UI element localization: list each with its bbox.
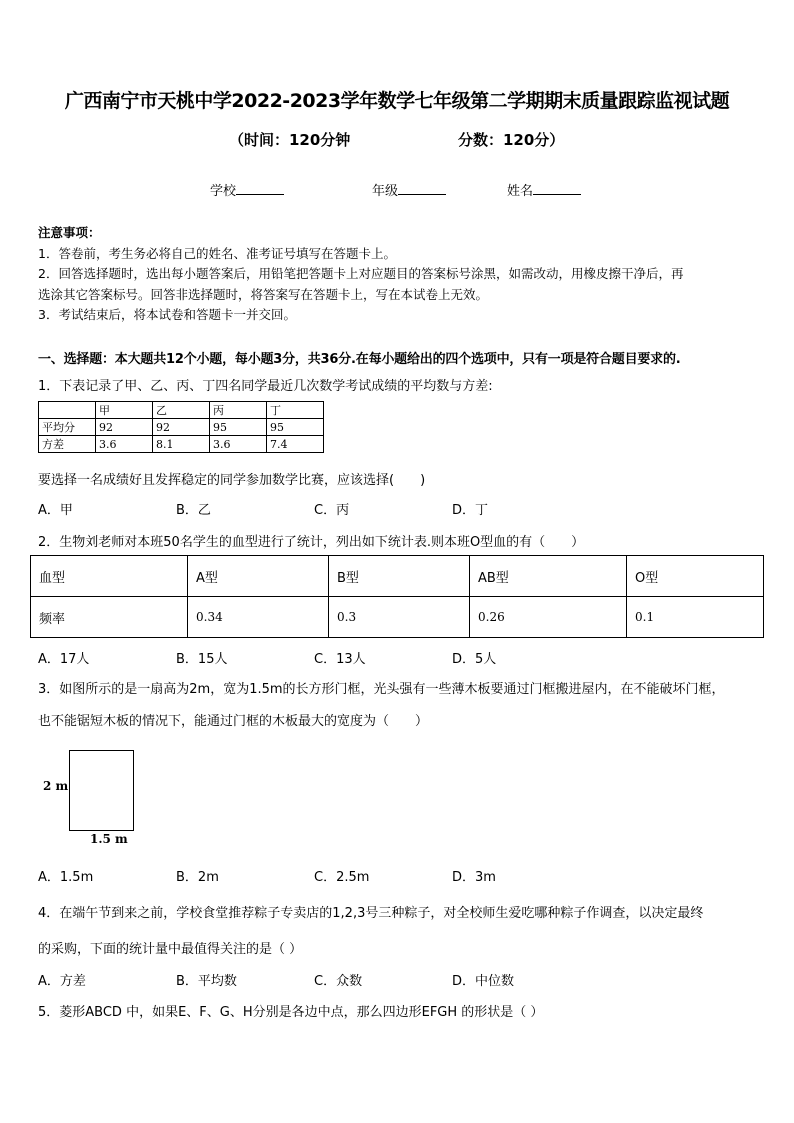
table-row: 平均分 92 92 95 95 xyxy=(39,419,324,436)
option-b[interactable]: B．平均数 xyxy=(176,974,237,989)
option-d[interactable]: D．5人 xyxy=(452,652,497,667)
table-row: 血型 A型 B型 AB型 O型 xyxy=(31,556,764,597)
option-a[interactable]: A．1.5m xyxy=(38,870,94,885)
notice-item: 选涂其它答案标号。回答非选择题时，将答案写在答题卡上，写在本试卷上无效。 xyxy=(38,286,489,302)
notice-block xyxy=(38,223,758,326)
q4-line-1: 4．在端午节到来之前，学校食堂推荐粽子专卖店的1,2,3号三种粽子，对全校师生爱吃哪种粽子作调查，以决定最终 xyxy=(38,906,704,921)
q4-options xyxy=(38,970,590,989)
door-frame-figure xyxy=(69,750,134,831)
grade-field[interactable]: 年级 xyxy=(372,180,446,199)
q1-table xyxy=(38,401,324,453)
q3-options xyxy=(38,866,590,885)
option-b[interactable]: B．2m xyxy=(176,870,219,885)
door-height-label: 2 m xyxy=(43,779,69,793)
option-d[interactable]: D．中位数 xyxy=(452,974,515,989)
notice-item: 3．考试结束后，将本试卷和答题卡一并交回。 xyxy=(38,307,296,322)
q1-options xyxy=(38,499,590,518)
q5-stem: 5．菱形ABCD 中，如果E、F、G、H分别是各边中点，那么四边形EFGH 的形状是（ ） xyxy=(38,1005,544,1020)
option-d[interactable]: D．丁 xyxy=(452,503,489,518)
q1-prompt: 要选择一名成绩好且发挥稳定的同学参加数学比赛，应该选择( ) xyxy=(38,473,426,488)
option-a[interactable]: A．17人 xyxy=(38,652,90,667)
option-c[interactable]: C．丙 xyxy=(314,503,350,518)
q2-stem: 2．生物刘老师对本班50名学生的血型进行了统计，列出如下统计表.则本班O型血的有（ ） xyxy=(38,535,585,550)
option-d[interactable]: D．3m xyxy=(452,870,496,885)
q2-table xyxy=(30,555,764,638)
exam-score: 分数：120分） xyxy=(458,131,565,149)
exam-title: 广西南宁市天桃中学2022-2023学年数学七年级第二学期期末质量跟踪监视试题 xyxy=(64,90,730,112)
q3-line-1: 3．如图所示的是一扇高为2m，宽为1.5m的长方形门框，光头强有一些薄木板要通过门框搬进屋内，在不能破坏门框， xyxy=(38,682,725,697)
option-a[interactable]: A．甲 xyxy=(38,503,73,518)
option-b[interactable]: B．乙 xyxy=(176,503,211,518)
notice-item: 1．答卷前，考生务必将自己的姓名、准考证号填写在答题卡上。 xyxy=(38,245,396,261)
door-width-label: 1.5 m xyxy=(90,832,128,846)
q4-line-2: 的采购，下面的统计量中最值得关注的是（ ） xyxy=(38,942,303,957)
notice-heading: 注意事项： xyxy=(38,225,101,240)
option-c[interactable]: C．众数 xyxy=(314,974,363,989)
table-row: 方差 3.6 8.1 3.6 7.4 xyxy=(39,436,324,453)
option-b[interactable]: B．15人 xyxy=(176,652,228,667)
q3-line-2: 也不能锯短木板的情况下，能通过门框的木板最大的宽度为（ ） xyxy=(38,714,429,729)
table-row: 频率 0.34 0.3 0.26 0.1 xyxy=(31,597,764,638)
q1-stem: 1．下表记录了甲、乙、丙、丁四名同学最近几次数学考试成绩的平均数与方差: xyxy=(38,379,493,394)
school-field[interactable]: 学校 xyxy=(210,180,284,199)
table-row: 甲 乙 丙 丁 xyxy=(39,402,324,419)
option-a[interactable]: A．方差 xyxy=(38,974,86,989)
notice-item: 2．回答选择题时，选出每小题答案后，用铅笔把答题卡上对应题目的答案标号涂黑，如需改动，用橡皮擦干净后，再 xyxy=(38,266,684,281)
name-field[interactable]: 姓名 xyxy=(507,180,581,199)
section-heading: 一、选择题：本大题共12个小题，每小题3分，共36分.在每小题给出的四个选项中，只有一项是符合题目要求的. xyxy=(38,352,681,367)
option-c[interactable]: C．2.5m xyxy=(314,870,370,885)
exam-time: （时间：120分钟 xyxy=(229,131,351,149)
option-c[interactable]: C．13人 xyxy=(314,652,366,667)
q2-options xyxy=(38,648,590,667)
